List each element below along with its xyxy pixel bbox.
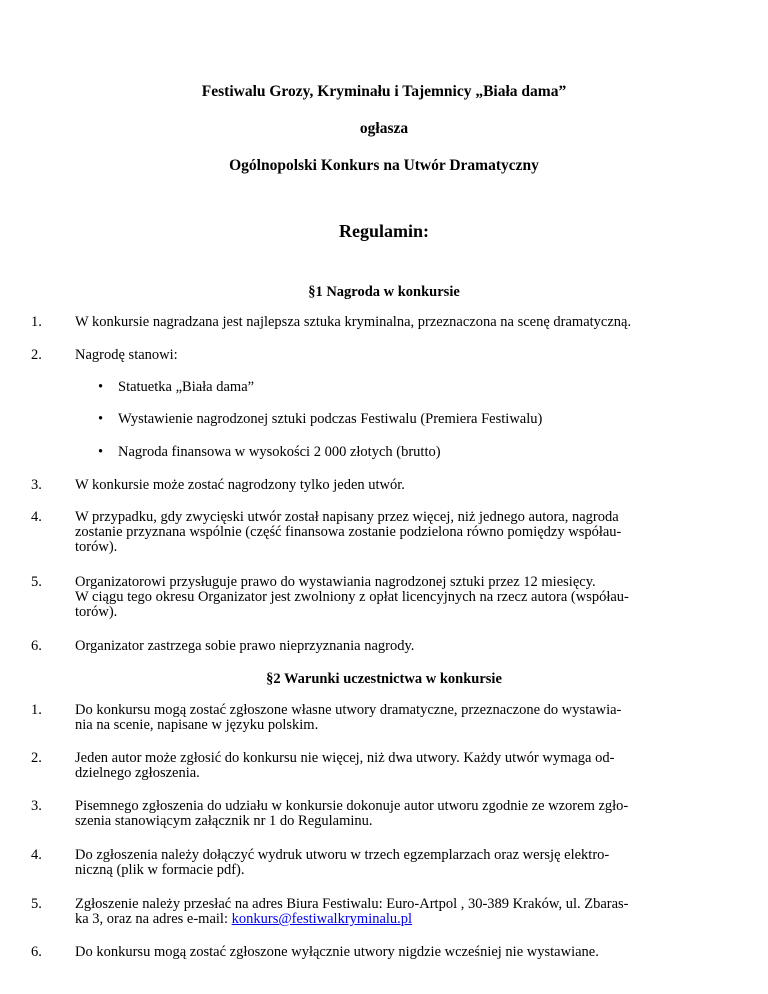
item-line <box>75 912 699 927</box>
bullet-text: Nagroda finansowa w wysokości 2 000 złotych (brutto) <box>118 444 441 460</box>
s2-item-2 <box>31 750 699 781</box>
s1-bullet-2 <box>98 411 698 427</box>
item-line-text: ka 3, oraz na adres e-mail: <box>75 911 232 927</box>
item-line: zostanie przyznana wspólnie (część finansowa zostanie podzielona równo pomiędzy współau- <box>75 524 622 540</box>
item-text: Do konkursu mogą zostać zgłoszone wyłącznie utwory nigdzie wcześniej nie wystawiane. <box>75 944 599 960</box>
s2-item-5 <box>31 896 699 927</box>
item-number: 1. <box>31 314 42 330</box>
item-line: Jeden autor może zgłosić do konkursu nie więcej, niż dwa utwory. Każdy utwór wymaga od- <box>75 750 615 766</box>
item-text: Nagrodę stanowi: <box>75 347 178 363</box>
item-line: Organizatorowi przysługuje prawo do wystawiania nagrodzonej sztuki przez 12 miesięcy. <box>75 574 596 590</box>
item-text: Organizator zastrzega sobie prawo nieprzyznania nagrody. <box>75 638 415 654</box>
item-line: torów). <box>75 604 118 620</box>
item-number: 2. <box>31 750 42 766</box>
contest-title: Ogólnopolski Konkurs na Utwór Dramatyczny <box>229 157 539 174</box>
item-line: Zgłoszenie należy przesłać na adres Biura Festiwalu: Euro-Artpol , 30-389 Kraków, ul. Zbaras- <box>75 896 629 912</box>
item-number: 3. <box>31 798 42 814</box>
item-number: 5. <box>31 574 42 590</box>
section-1-heading: §1 Nagroda w konkursie <box>308 284 460 300</box>
item-number: 3. <box>31 477 42 493</box>
item-line: Pisemnego zgłoszenia do udziału w konkursie dokonuje autor utworu zgodnie ze wzorem zgło- <box>75 798 629 814</box>
item-line: szenia stanowiącym załącznik nr 1 do Regulaminu. <box>75 813 373 829</box>
email-link[interactable]: konkurs@festiwalkryminalu.pl <box>231 911 413 927</box>
item-number: 6. <box>31 944 42 960</box>
bullet-icon: • <box>98 444 104 460</box>
s1-item-4 <box>31 509 699 555</box>
item-line: Do konkursu mogą zostać zgłoszone własne utwory dramatyczne, przeznaczone do wystawia- <box>75 702 622 718</box>
bullet-icon: • <box>98 379 104 395</box>
s1-bullet-3 <box>98 444 698 460</box>
bullet-icon: • <box>98 411 104 427</box>
s1-bullet-1 <box>98 379 698 395</box>
item-line: W przypadku, gdy zwycięski utwór został napisany przez więcej, niż jednego autora, nagroda <box>75 509 619 525</box>
item-line: W ciągu tego okresu Organizator jest zwolniony z opłat licencyjnych na rzecz autora (współau- <box>75 589 629 605</box>
s1-item-3 <box>31 477 699 493</box>
item-number: 2. <box>31 347 42 363</box>
item-number: 4. <box>31 847 42 863</box>
regulations-heading: Regulamin: <box>339 221 429 241</box>
section-2-heading: §2 Warunki uczestnictwa w konkursie <box>266 671 502 687</box>
item-line: dzielnego zgłoszenia. <box>75 765 200 781</box>
bullet-text: Wystawienie nagrodzonej sztuki podczas Festiwalu (Premiera Festiwalu) <box>118 411 543 427</box>
s2-item-3 <box>31 798 699 829</box>
item-text: W konkursie nagradzana jest najlepsza sztuka kryminalna, przeznaczona na scenę dramatyczną. <box>75 314 632 330</box>
s2-item-4 <box>31 847 699 878</box>
item-line: nia na scenie, napisane w języku polskim. <box>75 717 319 733</box>
announces-text: ogłasza <box>359 120 409 137</box>
s1-item-6 <box>31 638 699 654</box>
s1-item-5 <box>31 574 699 620</box>
festival-title: Festiwalu Grozy, Kryminału i Tajemnicy „Biała dama” <box>201 83 567 100</box>
item-line: Do zgłoszenia należy dołączyć wydruk utworu w trzech egzemplarzach oraz wersję elektro- <box>75 847 610 863</box>
s2-item-1 <box>31 702 699 733</box>
item-number: 5. <box>31 896 42 912</box>
item-number: 4. <box>31 509 42 525</box>
s1-item-2 <box>31 347 699 363</box>
item-line: niczną (plik w formacie pdf). <box>75 862 245 878</box>
item-number: 6. <box>31 638 42 654</box>
s2-item-6 <box>31 944 699 960</box>
s1-item-1 <box>31 314 699 330</box>
item-text: W konkursie może zostać nagrodzony tylko jeden utwór. <box>75 477 405 493</box>
item-line: torów). <box>75 539 118 555</box>
bullet-text: Statuetka „Biała dama” <box>118 379 255 395</box>
item-number: 1. <box>31 702 42 718</box>
